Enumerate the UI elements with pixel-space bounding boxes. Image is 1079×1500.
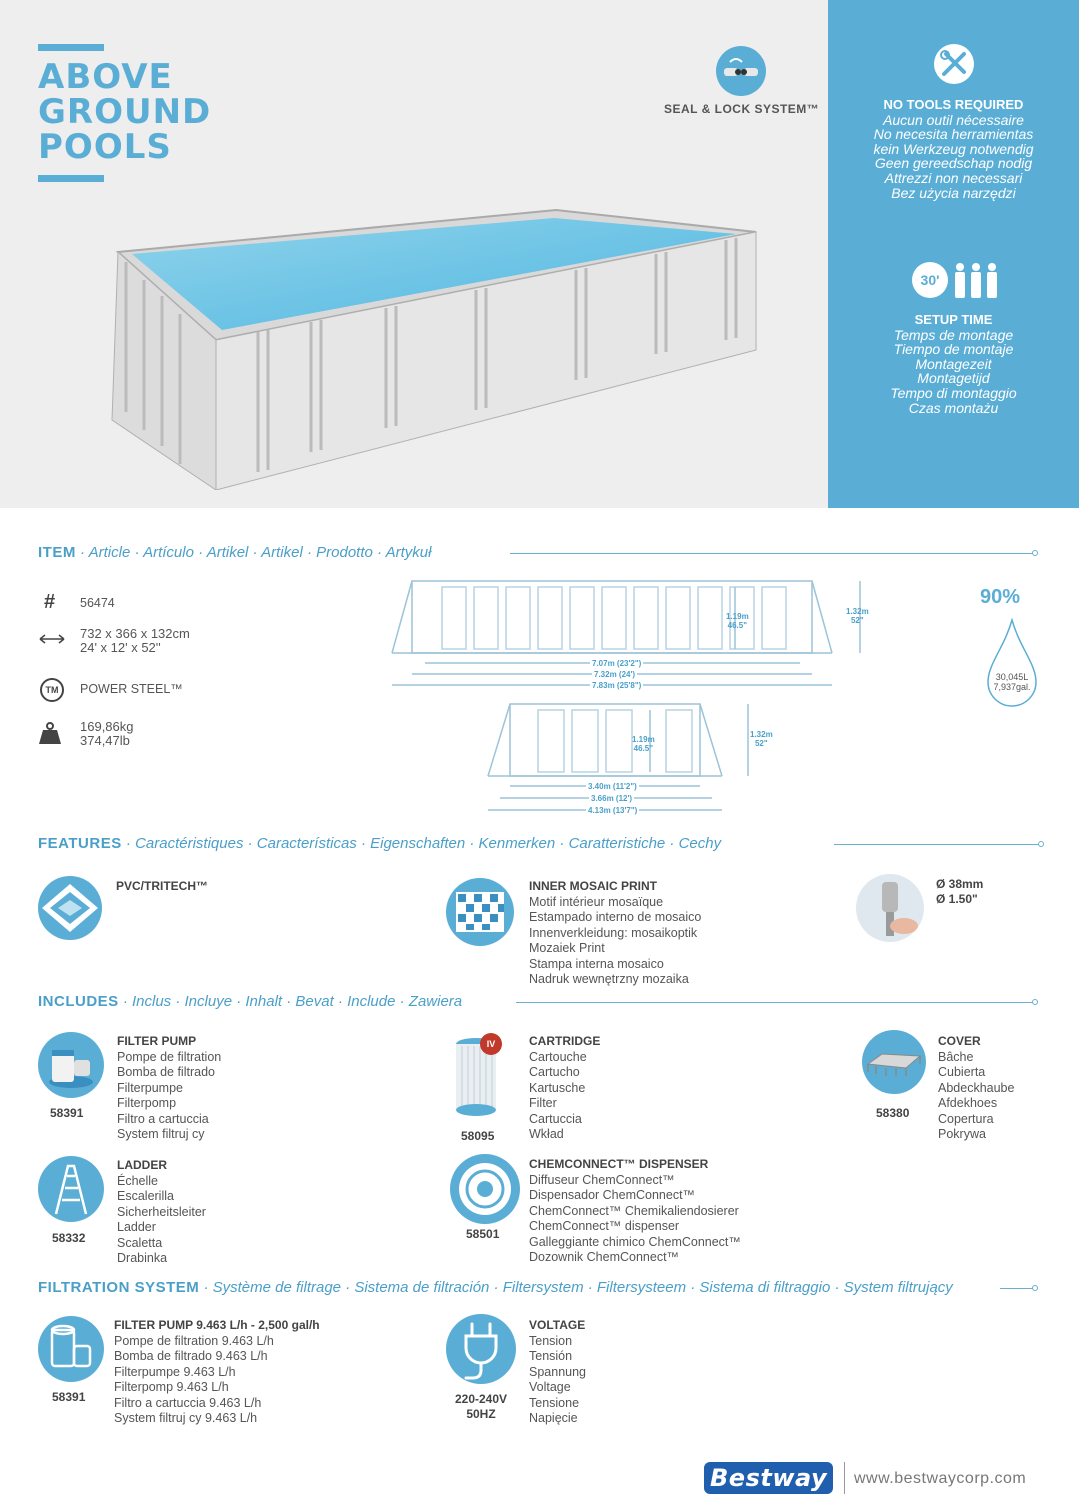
- length-inner: 7.07m (23'2"): [592, 659, 642, 668]
- includes-rule: [516, 1002, 1034, 1003]
- water-volume: [984, 672, 1040, 692]
- filtration-pump-icon: [38, 1316, 104, 1382]
- trademark-icon: TM: [40, 678, 64, 702]
- setup-line: Tiempo de montaje: [893, 341, 1014, 358]
- filtration-pump-line: System filtruj cy 9.463 L/h: [114, 1411, 258, 1425]
- hose-in: Ø 1.50": [936, 892, 978, 906]
- filter-pump-line: Bomba de filtrado: [117, 1065, 215, 1079]
- footer-divider: [844, 1462, 845, 1494]
- hose-diameter: [936, 877, 983, 907]
- cover-block: [938, 1034, 1014, 1143]
- item-rule: [510, 553, 1034, 554]
- volume-gallons: 7,937gal.: [993, 682, 1031, 692]
- no-tools-icon: [934, 44, 974, 84]
- chem-block: [529, 1157, 741, 1266]
- filtration-rule-dot: [1032, 1285, 1038, 1291]
- title-line-2: GROUND: [38, 92, 212, 132]
- side-outer-h-in: 52": [850, 616, 864, 625]
- chem-head: CHEMCONNECT™ DISPENSER: [529, 1157, 709, 1171]
- cover-line: Afdekhoes: [938, 1096, 998, 1110]
- item-heading-rest: · Article · Artículo · Artikel · Artikel · Prodotto · Artykuł: [75, 544, 432, 561]
- seal-lock-label: SEAL & LOCK SYSTEM™: [664, 102, 820, 116]
- setup-head: SETUP TIME: [914, 312, 993, 327]
- weight-icon: [38, 722, 62, 744]
- side-inner-height: [726, 612, 749, 630]
- voltage-line: Tensión: [529, 1349, 573, 1363]
- filter-pump-head: FILTER PUMP: [117, 1034, 197, 1048]
- filtration-pump-line: Filterpomp 9.463 L/h: [114, 1380, 229, 1394]
- voltage-spec: [446, 1392, 516, 1422]
- features-rule-dot: [1038, 841, 1044, 847]
- filter-pump-line: Filterpumpe: [117, 1080, 183, 1095]
- cartridge-line: Filter: [529, 1096, 557, 1110]
- setup-block: [828, 313, 1079, 415]
- length-outer: 7.83m (25'8"): [592, 681, 642, 690]
- setup-line: Temps de montage: [893, 326, 1014, 343]
- cartridge-line: Kartusche: [529, 1080, 586, 1095]
- weight-lb: 374,47lb: [80, 733, 130, 748]
- voltage-line: Spannung: [529, 1364, 587, 1379]
- cartridge-line: Wkład: [529, 1127, 564, 1141]
- ladder-head: LADDER: [117, 1158, 167, 1172]
- filtration-heading: [38, 1279, 953, 1296]
- no-tools-line: kein Werkzeug notwendig: [873, 140, 1034, 157]
- end-outer-h-m: 1.32m: [750, 730, 773, 739]
- width-inner: 3.40m (11'2"): [588, 782, 637, 791]
- chem-line: Dispensador ChemConnect™: [529, 1188, 696, 1202]
- volume-liters: 30,045L: [995, 672, 1029, 682]
- includes-heading-rest: · Inclus · Incluye · Inhalt · Bevat · Include · Zawiera: [118, 993, 463, 1010]
- cartridge-line: Cartucho: [529, 1065, 580, 1079]
- cover-icon: [862, 1030, 926, 1094]
- title-bar-bottom: [38, 175, 104, 182]
- mosaic-line: Nadruk wewnętrzny mozaika: [529, 972, 689, 986]
- cover-line: Abdeckhaube: [938, 1080, 1015, 1095]
- item-rule-dot: [1032, 550, 1038, 556]
- voltage-head: VOLTAGE: [529, 1318, 586, 1332]
- cover-line: Copertura: [938, 1111, 994, 1126]
- mosaic-line: Mozaiek Print: [529, 941, 605, 955]
- ladder-line: Escalerilla: [117, 1189, 174, 1203]
- end-outer-h-in: 52": [754, 739, 768, 748]
- filter-pump-line: Filterpomp: [117, 1096, 177, 1110]
- voltage-line: Voltage: [529, 1380, 571, 1394]
- title-line-3: POOLS: [38, 127, 172, 167]
- item-code: 56474: [80, 596, 115, 610]
- title-bar-top: [38, 44, 104, 51]
- weight-kg: 169,86kg: [80, 719, 134, 734]
- dimensions-icon: [38, 632, 66, 646]
- end-view-diagram: [486, 702, 756, 822]
- item-heading-bold: ITEM: [38, 544, 76, 561]
- cartridge-line: Cartuccia: [529, 1111, 582, 1126]
- filter-pump-icon: [38, 1032, 104, 1098]
- includes-rule-dot: [1032, 999, 1038, 1005]
- voltage-frequency: 50HZ: [466, 1407, 496, 1421]
- filtration-pump-line: Bomba de filtrado 9.463 L/h: [114, 1349, 268, 1363]
- features-rule: [834, 844, 1040, 845]
- side-inner-h-m: 1.19m: [726, 612, 749, 621]
- ladder-block: [117, 1158, 206, 1267]
- no-tools-line: No necesita herramientas: [873, 126, 1034, 143]
- no-tools-line: Bez użycia narzędzi: [891, 184, 1016, 201]
- cover-head: COVER: [938, 1034, 981, 1048]
- cover-line: Cubierta: [938, 1065, 986, 1079]
- cartridge-block: [529, 1034, 600, 1143]
- chem-line: Diffuseur ChemConnect™: [529, 1172, 675, 1187]
- plug-icon: [446, 1314, 516, 1384]
- setup-line: Montagezeit: [915, 355, 992, 372]
- clock-icon: 30': [912, 262, 948, 298]
- ladder-line: Ladder: [117, 1220, 156, 1234]
- mosaic-line: Estampado interno de mosaico: [529, 910, 702, 924]
- filter-pump-code: 58391: [50, 1106, 84, 1120]
- filtration-heading-bold: FILTRATION SYSTEM: [38, 1279, 200, 1296]
- filtration-rule: [1000, 1288, 1034, 1289]
- end-inner-h-m: 1.19m: [632, 735, 655, 744]
- hose-mm: Ø 38mm: [936, 877, 984, 891]
- side-outer-height: [846, 607, 869, 625]
- voltage-block: [529, 1318, 586, 1427]
- item-dimensions: [80, 627, 190, 655]
- footer-url: www.bestwaycorp.com: [854, 1470, 1027, 1487]
- side-inner-h-in: 46.5": [727, 621, 748, 630]
- cartridge-head: CARTRIDGE: [529, 1034, 601, 1048]
- pvc-head: PVC/TRITECH™: [116, 879, 209, 893]
- cartridge-line: Cartouche: [529, 1049, 587, 1064]
- pool-illustration: [96, 190, 776, 490]
- cartridge-code: 58095: [461, 1129, 495, 1143]
- seal-lock-icon: [716, 46, 766, 96]
- pvc-layers-icon: [38, 876, 102, 940]
- mosaic-line: Motif intérieur mosaïque: [529, 894, 664, 909]
- filter-pump-line: Pompe de filtration: [117, 1049, 222, 1064]
- mosaic-line: Stampa interna mosaico: [529, 956, 664, 971]
- filtration-heading-rest: · Système de filtrage · Sistema de filtración · Filtersystem · Filtersysteem · Sistema di filtraggio · System filtrujący: [199, 1279, 953, 1296]
- filtration-pump-head: FILTER PUMP 9.463 L/h - 2,500 gal/h: [114, 1318, 320, 1332]
- water-drop-icon: [984, 618, 1040, 708]
- voltage-line: Tensione: [529, 1395, 580, 1410]
- item-material: POWER STEEL™: [80, 682, 183, 696]
- title-line-1: ABOVE: [38, 57, 173, 97]
- no-tools-line: Geen gereedschap nodig: [874, 155, 1033, 172]
- no-tools-block: [828, 98, 1079, 200]
- ladder-line: Scaletta: [117, 1235, 163, 1250]
- mosaic-icon: [446, 878, 514, 946]
- no-tools-head: NO TOOLS REQUIRED: [883, 97, 1024, 112]
- fill-percent: 90%: [980, 586, 1021, 608]
- setup-line: Tempo di montaggio: [890, 384, 1017, 401]
- setup-line: Czas montażu: [908, 399, 999, 416]
- mosaic-line: Innenverkleidung: mosaikoptik: [529, 925, 698, 940]
- chem-line: Galleggiante chimico ChemConnect™: [529, 1234, 741, 1249]
- cover-line: Bâche: [938, 1049, 974, 1064]
- chem-dispenser-icon: [450, 1154, 520, 1224]
- setup-line: Montagetijd: [917, 370, 990, 387]
- no-tools-line: Aucun outil nécessaire: [883, 111, 1024, 128]
- filtration-pump-block: [114, 1318, 320, 1427]
- width-mid: 3.66m (12'): [591, 794, 633, 803]
- people-icon: [952, 262, 1000, 298]
- voltage-line: Napięcie: [529, 1411, 578, 1425]
- filtration-pump-code: 58391: [52, 1390, 86, 1404]
- voltage-line: Tension: [529, 1333, 573, 1348]
- ladder-line: Sicherheitsleiter: [117, 1204, 206, 1219]
- filter-pump-line: Filtro a cartuccia: [117, 1111, 209, 1126]
- hose-icon: [856, 874, 924, 942]
- filtration-pump-line: Pompe de filtration 9.463 L/h: [114, 1333, 274, 1348]
- end-inner-height: [632, 735, 655, 753]
- features-heading-rest: · Caractéristiques · Características · Eigenschaften · Kenmerken · Caratteristiche · Cechy: [121, 835, 722, 852]
- filter-pump-block: [117, 1034, 221, 1143]
- cover-code: 58380: [876, 1106, 910, 1120]
- filtration-pump-line: Filterpumpe 9.463 L/h: [114, 1364, 236, 1379]
- ladder-code: 58332: [52, 1231, 86, 1245]
- ladder-icon: [38, 1156, 104, 1222]
- features-heading-bold: FEATURES: [38, 835, 122, 852]
- end-outer-height: [750, 730, 773, 748]
- includes-heading: [38, 993, 462, 1010]
- mosaic-block: [529, 879, 701, 988]
- chem-code: 58501: [466, 1227, 500, 1241]
- side-outer-h-m: 1.32m: [846, 607, 869, 616]
- filtration-pump-line: Filtro a cartuccia 9.463 L/h: [114, 1395, 262, 1410]
- mosaic-head: INNER MOSAIC PRINT: [529, 879, 658, 893]
- length-mid: 7.32m (24'): [594, 670, 636, 679]
- width-outer: 4.13m (13'7"): [588, 806, 638, 815]
- voltage-range: 220-240V: [454, 1392, 508, 1406]
- hash-icon: #: [44, 591, 56, 613]
- chem-line: ChemConnect™ dispenser: [529, 1219, 680, 1233]
- features-heading: [38, 835, 721, 852]
- end-inner-h-in: 46.5": [633, 744, 654, 753]
- pvc-label: [116, 879, 208, 895]
- ladder-line: Échelle: [117, 1173, 158, 1188]
- item-weight: [80, 720, 134, 748]
- no-tools-line: Attrezzi non necessari: [884, 169, 1023, 186]
- chem-line: Dozownik ChemConnect™: [529, 1250, 680, 1264]
- bestway-logo: Bestway: [704, 1462, 833, 1494]
- ladder-line: Drabinka: [117, 1251, 168, 1265]
- filter-pump-line: System filtruj cy: [117, 1127, 205, 1141]
- dims-metric: 732 x 366 x 132cm: [80, 626, 190, 641]
- item-heading: [38, 544, 431, 561]
- chem-line: ChemConnect™ Chemikaliendosierer: [529, 1203, 739, 1218]
- cover-line: Pokrywa: [938, 1127, 986, 1141]
- cartridge-type-badge: IV: [480, 1033, 502, 1055]
- includes-heading-bold: INCLUDES: [38, 993, 119, 1010]
- dims-imperial: 24' x 12' x 52'': [80, 640, 161, 655]
